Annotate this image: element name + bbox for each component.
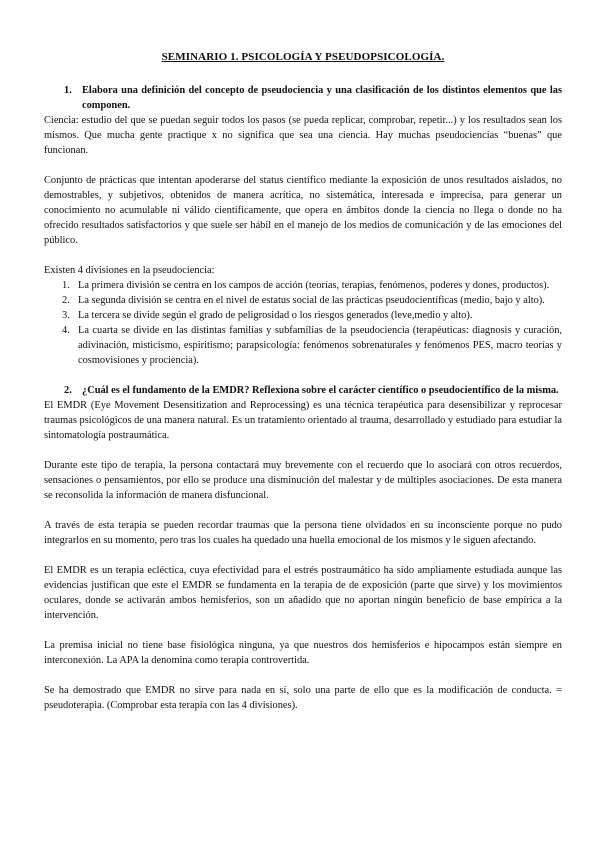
emdr-paragraph: A través de esta terapia se pueden recordar traumas que la persona tiene olvidados en su inconsciente porque no pudo integrarlos en su momento, pero tras los cuales ha quedado una huella emocional de los mismos y le siguen afectando. bbox=[44, 520, 562, 546]
emdr-paragraph: El EMDR es un terapia ecléctica, cuya efectividad para el estrés postraumático ha sido ampliamente estudiada aunque las evidencias justifican que este el EMDR se fundamenta en la terapia de de exposición (parte que sirve) y los movimientos oculares, donde se activarán ambos hemisferios, son un añadido que no aportan ningún beneficio de base empírica a la intervención. bbox=[44, 565, 562, 621]
emdr-paragraph: El EMDR (Eye Movement Desensitization and Reprocessing) es una técnica terapéutica para desensibilizar y reprocesar traumas psicológicos de una manera natural. Es un tratamiento orientado al trauma, desarrollado y estudiado para estudiar la sintomatología postraumática. bbox=[44, 400, 562, 441]
list-item: 1. La primera división se centra en los campos de acción (teorías, terapias, fenómenos, poderes y dones, productos). bbox=[62, 280, 550, 291]
section-1-heading-text: Elabora una definición del concepto de pseudociencia y una clasificación de los distintos elementos que las componen. bbox=[82, 85, 562, 111]
section-2-heading bbox=[44, 383, 562, 398]
science-definition-paragraph: Ciencia: estudio del que se puedan seguir todos los pasos (se pueda replicar, comprobar, repetir...) y los resultados sean los mismos. Que mucha gente practique x no significa que sea una ciencia. Hay muchas pseudociencias “buenas” que funcionan. bbox=[44, 115, 562, 156]
pseudoscience-definition-paragraph: Conjunto de prácticas que intentan apoderarse del status científico mediante la exposición de unos resultados aislados, no demostrables, y subjetivos, obtenidos de manera acrítica, no sistemática, interesada e imprecisa, para generar un conocimiento no acumulable ni válido científicamente, que opera en ámbitos donde la ciencia no llega o donde no ha ofrecido resultados satisfactorios y que suele ser hábil en el manejo de los medios de comunicación y de las emociones del público. bbox=[44, 175, 562, 246]
list-item: 3. La tercera se divide según el grado de peligrosidad o los riesgos generados (leve,medio y alto). bbox=[62, 310, 473, 321]
emdr-paragraph: Se ha demostrado que EMDR no sirve para nada en sí, solo una parte de ello que es la modificación de conducta. = pseudoterapia. (Comprobar esta terapia con las 4 divisiones). bbox=[44, 685, 562, 711]
emdr-paragraph: Durante este tipo de terapia, la persona contactará muy brevemente con el recuerdo que lo asociará con otros recuerdos, sensaciones o pensamientos, por ello se produce una disminución del malestar y de múltiples asociaciones. De esta manera se reconsolida la información de manera disfuncional. bbox=[44, 460, 562, 501]
section-1-heading bbox=[44, 83, 562, 113]
section-2-heading-text: ¿Cuál es el fundamento de la EMDR? Reflexiona sobre el carácter científico o pseudocientífico de la misma. bbox=[82, 385, 559, 396]
divisions-list bbox=[44, 278, 562, 368]
page-title: SEMINARIO 1. PSICOLOGÍA Y PSEUDOPSICOLOGÍA. bbox=[161, 51, 445, 63]
emdr-paragraph: La premisa inicial no tiene base fisiológica ninguna, ya que nuestros dos hemisferios e hipocampos están siempre en interconexión. La APA la denomina como terapia controvertida. bbox=[44, 640, 562, 666]
section-1-number: 1. bbox=[64, 85, 72, 96]
list-item: 2. La segunda división se centra en el nivel de estatus social de las prácticas pseudocientíficas (medio, bajo y alto). bbox=[62, 295, 545, 306]
list-item: 4. La cuarta se divide en las distintas familias y subfamilias de la pseudociencia (terapéuticas: diagnosis y curación, adivinación, misticismo, espiritismo; parapsicología: fenómenos sobrenaturales y fenómenos PES, macro teorías y cosmovisiones y prociencia). bbox=[62, 325, 562, 366]
divisions-intro: Existen 4 divisiones en la pseudociencia: bbox=[44, 265, 215, 276]
section-2-number: 2. bbox=[64, 385, 72, 396]
